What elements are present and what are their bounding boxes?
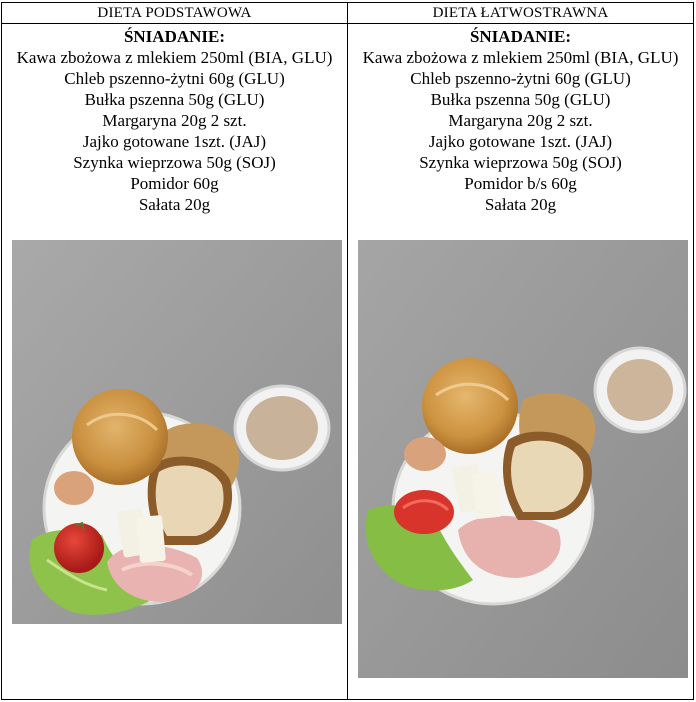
menu-item: Jajko gotowane 1szt. (JAJ) <box>82 132 267 151</box>
diet-menu-table <box>1 2 694 700</box>
menu-item: Szynka wieprzowa 50g (SOJ) <box>73 153 276 172</box>
menu-item: Szynka wieprzowa 50g (SOJ) <box>419 153 622 172</box>
breakfast-plate-image <box>12 240 342 624</box>
meal-title: ŚNIADANIE: <box>123 27 226 46</box>
breakfast-photo <box>358 240 688 678</box>
column-header-easily-digestible-diet: DIETA ŁATWOSTRAWNA <box>348 3 694 24</box>
menu-item: Sałata 20g <box>484 195 557 214</box>
menu-item: Chleb pszenno-żytni 60g (GLU) <box>64 69 285 88</box>
breakfast-photo <box>12 240 342 624</box>
menu-item: Kawa zbożowa z mlekiem 250ml (BIA, GLU) <box>16 48 333 67</box>
menu-item: Sałata 20g <box>138 195 211 214</box>
content-row <box>2 24 694 700</box>
breakfast-plate-image <box>358 240 688 678</box>
menu-item: Margaryna 20g 2 szt. <box>448 111 593 130</box>
basic-diet-cell <box>2 24 348 700</box>
meal-title: ŚNIADANIE: <box>469 27 572 46</box>
menu-item: Margaryna 20g 2 szt. <box>102 111 247 130</box>
menu-item: Bułka pszenna 50g (GLU) <box>84 90 265 109</box>
easily-digestible-diet-cell <box>348 24 694 700</box>
menu-item: Jajko gotowane 1szt. (JAJ) <box>428 132 613 151</box>
menu-item: Chleb pszenno-żytni 60g (GLU) <box>410 69 631 88</box>
menu-item-list <box>348 47 693 215</box>
column-header-basic-diet: DIETA PODSTAWOWA <box>2 3 348 24</box>
menu-item: Pomidor 60g <box>130 174 219 193</box>
menu-item: Kawa zbożowa z mlekiem 250ml (BIA, GLU) <box>362 48 679 67</box>
menu-item: Bułka pszenna 50g (GLU) <box>430 90 611 109</box>
header-row <box>2 3 694 24</box>
menu-item-list <box>2 47 347 215</box>
menu-item: Pomidor b/s 60g <box>464 174 577 193</box>
